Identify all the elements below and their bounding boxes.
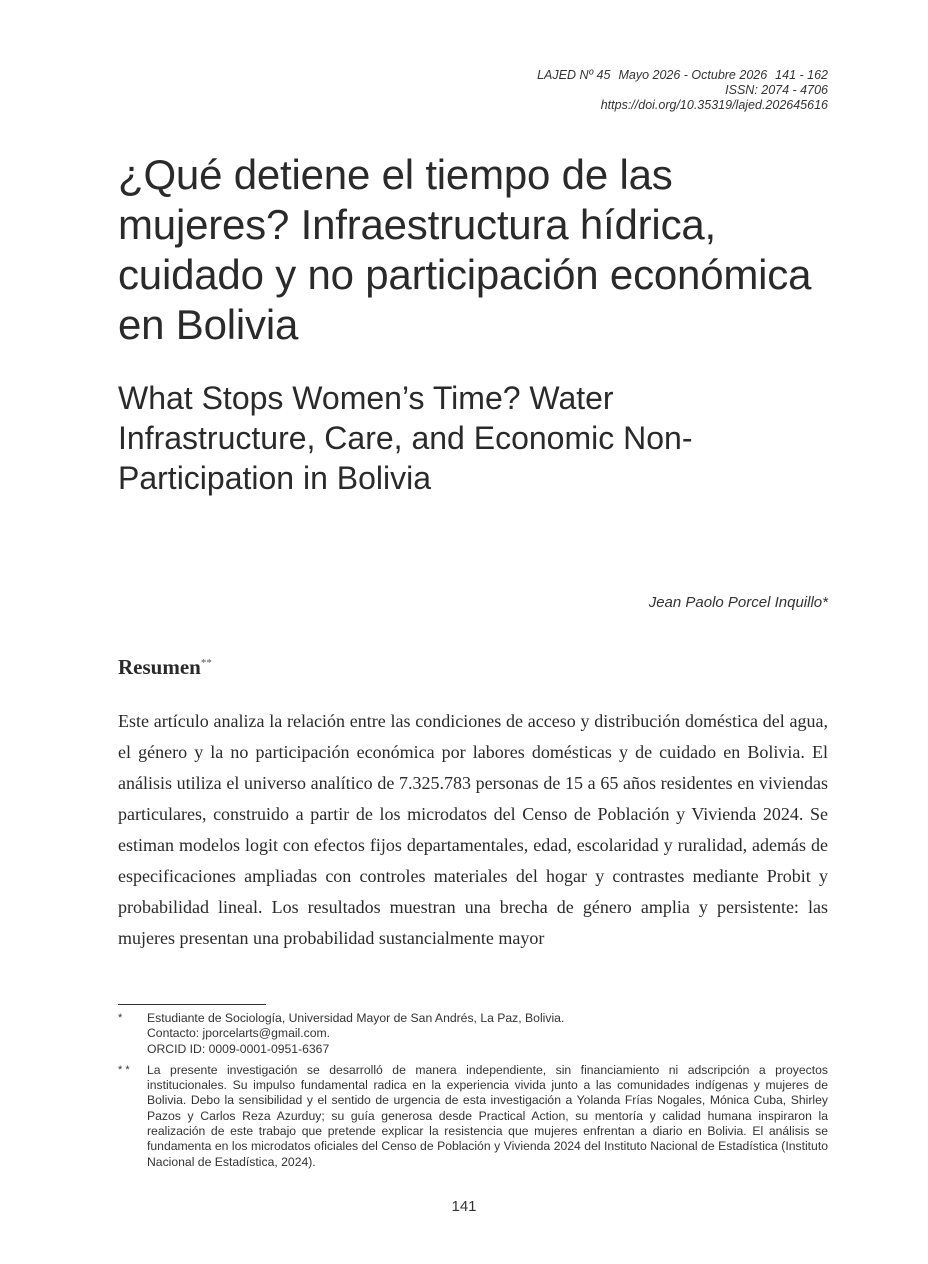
abstract-text: Este artículo analiza la relación entre las condiciones de acceso y distribución doméstica del agua, el género y la no participación económica por labores domésticas y de cuidado en Bolivia. El análisis utiliza el universo analítico de 7.325.783 personas de 15 a 65 años residentes en viviendas particulares, construido a partir de los microdatos del Censo de Población y Vivienda 2024. Se estiman modelos logit con efectos fijos departamentales, edad, escolaridad y ruralidad, además de especificaciones ampliadas con controles materiales del hogar y contrastes mediante Probit y probabilidad lineal. Los resultados muestran una brecha de género amplia y persistente: las mujeres presentan una probabilidad sustancialmente mayor: [118, 711, 828, 948]
header-citation-line: [537, 68, 828, 83]
issn: ISSN: 2074 - 4706: [725, 83, 828, 97]
author-orcid: ORCID ID: 0009-0001-0951-6367: [147, 1041, 330, 1056]
footnote-mark: *: [118, 1012, 123, 1024]
footnote-mark: * *: [118, 1063, 130, 1076]
author-name: Jean Paolo Porcel Inquillo*: [648, 594, 828, 611]
footnote-author: [118, 1011, 828, 1057]
article-title-english: What Stops Women’s Time? Water Infrastructure, Care, and Economic Non-Participation in Bolivia: [118, 380, 693, 496]
footnote-body: La presente investigación se desarrolló de manera independiente, sin financiamiento ni adscripción a proyectos institucionales. Su impulso fundamental radica en la experiencia vivida junto a las comunidades indígenas y mujeres de Bolivia. Debo la sensibilidad y el sentido de urgencia de esta investigación a Yolanda Frías Nogales, Mónica Cuba, Shirley Pazos y Carlos Reza Azurduy; su guía generosa desde Practical Action, su mentoría y calidad humana inspiraron la realización de este trabajo que pretende explicar la resistencia que mujeres enfrentan a diario en Bolivia. El análisis se fundamenta en los microdatos oficiales del Censo de Población y Vivienda 2024 del Instituto Nacional de Estadística (Instituto Nacional de Estadística, 2024).: [147, 1062, 828, 1169]
abstract-heading-text: Resumen: [118, 655, 201, 679]
running-header: [537, 68, 828, 113]
article-title-spanish: ¿Qué detiene el tiempo de las mujeres? Infraestructura hídrica, cuidado y no participación económica en Bolivia: [118, 151, 812, 348]
footnote-body: [147, 1011, 828, 1057]
journal-issue: LAJED Nº 45: [537, 68, 611, 82]
footnote-acknowledgement: [118, 1063, 828, 1170]
issue-period: Mayo 2026 - Octubre 2026: [618, 68, 768, 82]
abstract-heading: [118, 655, 212, 680]
author-contact[interactable]: Contacto: jporcelarts@gmail.com.: [147, 1026, 331, 1041]
footnote-reference-mark[interactable]: **: [200, 657, 212, 669]
doi-link[interactable]: https://doi.org/10.35319/lajed.202645616: [600, 98, 828, 112]
author-affiliation: Estudiante de Sociología, Universidad Mayor de San Andrés, La Paz, Bolivia.: [147, 1011, 565, 1025]
footnote-separator: [118, 1004, 266, 1005]
page-number: 141: [451, 1198, 477, 1215]
footnotes: [118, 1011, 828, 1176]
page-range: 141 - 162: [775, 68, 828, 82]
